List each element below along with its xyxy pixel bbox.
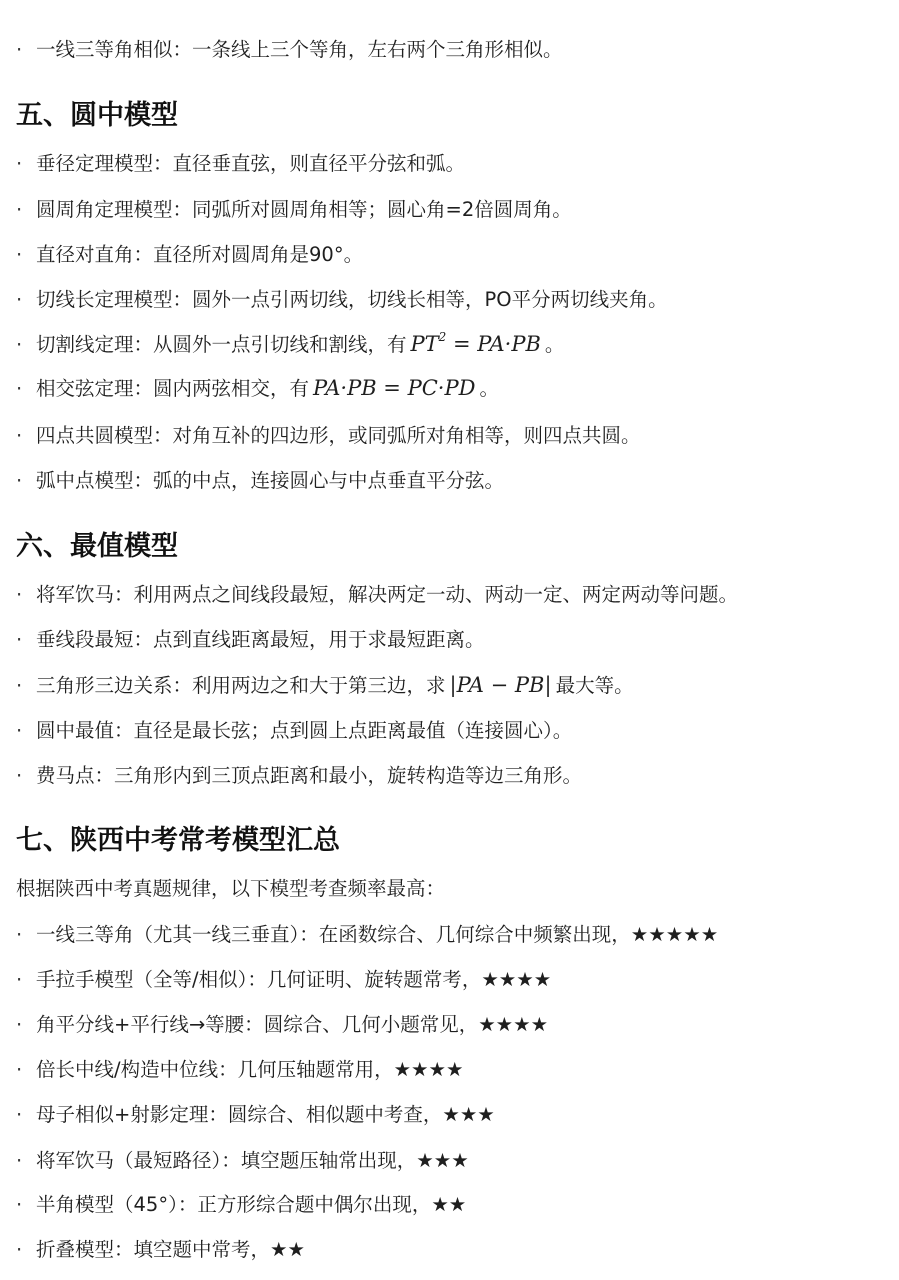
- item-text: 利用两边之和大于第三边，求: [192, 674, 446, 697]
- item-label: 四点共圆模型：: [36, 424, 173, 447]
- item-text: 直径是最长弦；点到圆上点距离最值（连接圆心）。: [133, 719, 573, 742]
- bullet: ·: [16, 152, 23, 175]
- item-text: 点到直线距离最短，用于求最短距离。: [153, 628, 485, 651]
- list-item: [16, 626, 889, 654]
- bullet: ·: [16, 719, 23, 742]
- bullet: ·: [16, 1193, 23, 1216]
- item-label: 将军饮马（最短路径）：: [36, 1149, 241, 1172]
- item-text: 正方形综合题中偶尔出现，★★: [197, 1193, 467, 1216]
- list-item: [16, 150, 889, 178]
- item-text: 利用两点之间线段最短，解决两定一动、两动一定、两定两动等问题。: [133, 583, 739, 606]
- item-text: 直径垂直弦，则直径平分弦和弧。: [172, 152, 466, 175]
- list-item: [16, 1101, 889, 1129]
- bullet: ·: [16, 1058, 23, 1081]
- list-item: [16, 966, 889, 994]
- bullet: ·: [16, 628, 23, 651]
- math-exponent: 2: [438, 330, 447, 344]
- item-text: 圆外一点引两切线，切线长相等，PO平分两切线夹角。: [192, 288, 668, 311]
- bullet: ·: [16, 333, 23, 356]
- item-text: 一条线上三个等角，左右两个三角形相似。: [192, 38, 563, 61]
- math-formula: |PA − PB|: [449, 673, 552, 697]
- bullet: ·: [16, 198, 23, 221]
- item-text: 填空题中常考，★★: [133, 1238, 305, 1261]
- item-text-end: 。: [479, 377, 499, 400]
- item-label: 圆中最值：: [36, 719, 134, 742]
- list-item: [16, 36, 889, 64]
- math-term: PT: [410, 332, 439, 356]
- list-item: [16, 196, 889, 224]
- bullet: ·: [16, 923, 23, 946]
- item-label: 角平分线+平行线→等腰：: [36, 1013, 264, 1036]
- item-text-end: 最大等。: [555, 674, 634, 697]
- bullet: ·: [16, 583, 23, 606]
- section-heading: 七、陕西中考常考模型汇总: [16, 825, 340, 856]
- item-text: 在函数综合、几何综合中频繁出现，★★★★★: [318, 923, 719, 946]
- item-text-end: 。: [544, 333, 565, 356]
- section-heading: 六、最值模型: [16, 531, 178, 562]
- item-label: 切割线定理：: [36, 333, 154, 356]
- item-label: 母子相似+射影定理：: [36, 1103, 228, 1126]
- bullet: ·: [16, 674, 23, 697]
- section-intro: 根据陕西中考真题规律，以下模型考查频率最高：: [16, 877, 446, 900]
- item-label: 垂线段最短：: [36, 628, 154, 651]
- item-text: 对角互补的四边形，或同弧所对角相等，则四点共圆。: [172, 424, 641, 447]
- item-text: 同弧所对圆周角相等；圆心角=2倍圆周角。: [192, 198, 572, 221]
- item-label: 三角形三边关系：: [36, 674, 193, 697]
- list-item: [16, 671, 889, 700]
- item-label: 垂径定理模型：: [36, 152, 173, 175]
- math-formula: PA·PB = PC·PD: [313, 376, 476, 400]
- math-term: = PA·PB: [453, 332, 541, 356]
- list-item: [16, 921, 889, 949]
- list-item: [16, 581, 889, 609]
- list-item: [16, 467, 889, 495]
- item-text: 几何证明、旋转题常考，★★★★: [266, 968, 552, 991]
- list-item: [16, 1011, 889, 1039]
- bullet: ·: [16, 1103, 23, 1126]
- list-item: [16, 1191, 889, 1219]
- list-item: [16, 717, 889, 745]
- bullet: ·: [16, 243, 23, 266]
- list-item: [16, 762, 889, 790]
- list-item: [16, 1236, 889, 1264]
- item-label: 费马点：: [36, 764, 115, 787]
- bullet: ·: [16, 1013, 23, 1036]
- list-item: [16, 241, 889, 269]
- bullet: ·: [16, 968, 23, 991]
- bullet: ·: [16, 764, 23, 787]
- item-label: 折叠模型：: [36, 1238, 134, 1261]
- item-label: 半角模型（45°）：: [36, 1193, 198, 1216]
- list-item: [16, 330, 889, 359]
- item-label: 将军饮马：: [36, 583, 134, 606]
- list-item: [16, 422, 889, 450]
- item-text: 弧的中点，连接圆心与中点垂直平分弦。: [153, 469, 505, 492]
- bullet: ·: [16, 469, 23, 492]
- item-label: 手拉手模型（全等/相似）：: [36, 968, 267, 991]
- item-text: 从圆外一点引切线和割线，有: [153, 333, 407, 356]
- section-heading: 五、圆中模型: [16, 100, 178, 131]
- bullet: ·: [16, 424, 23, 447]
- item-label: 相交弦定理：: [36, 377, 154, 400]
- item-text: 填空题压轴常出现，★★★: [240, 1149, 469, 1172]
- item-text: 几何压轴题常用，★★★★: [237, 1058, 464, 1081]
- bullet: ·: [16, 288, 23, 311]
- list-item: [16, 1056, 889, 1084]
- bullet: ·: [16, 377, 23, 400]
- list-item: [16, 1147, 889, 1175]
- item-label: 弧中点模型：: [36, 469, 154, 492]
- item-label: 倍长中线/构造中位线：: [36, 1058, 238, 1081]
- list-item: [16, 286, 889, 314]
- item-text: 圆综合、相似题中考查，★★★: [227, 1103, 495, 1126]
- bullet: ·: [16, 1238, 23, 1261]
- item-label: 圆周角定理模型：: [36, 198, 193, 221]
- bullet: ·: [16, 38, 23, 61]
- item-text: 圆内两弦相交，有: [153, 377, 310, 400]
- item-label: 切线长定理模型：: [36, 288, 193, 311]
- item-label: 一线三等角相似：: [36, 38, 193, 61]
- item-text: 直径所对圆周角是90°。: [153, 243, 364, 266]
- item-label: 一线三等角（尤其一线三垂直）：: [36, 923, 319, 946]
- bullet: ·: [16, 1149, 23, 1172]
- list-item: [16, 374, 889, 403]
- item-label: 直径对直角：: [36, 243, 154, 266]
- item-text: 三角形内到三顶点距离和最小，旋转构造等边三角形。: [114, 764, 583, 787]
- math-formula: [411, 332, 541, 356]
- item-text: 圆综合、几何小题常见，★★★★: [263, 1013, 549, 1036]
